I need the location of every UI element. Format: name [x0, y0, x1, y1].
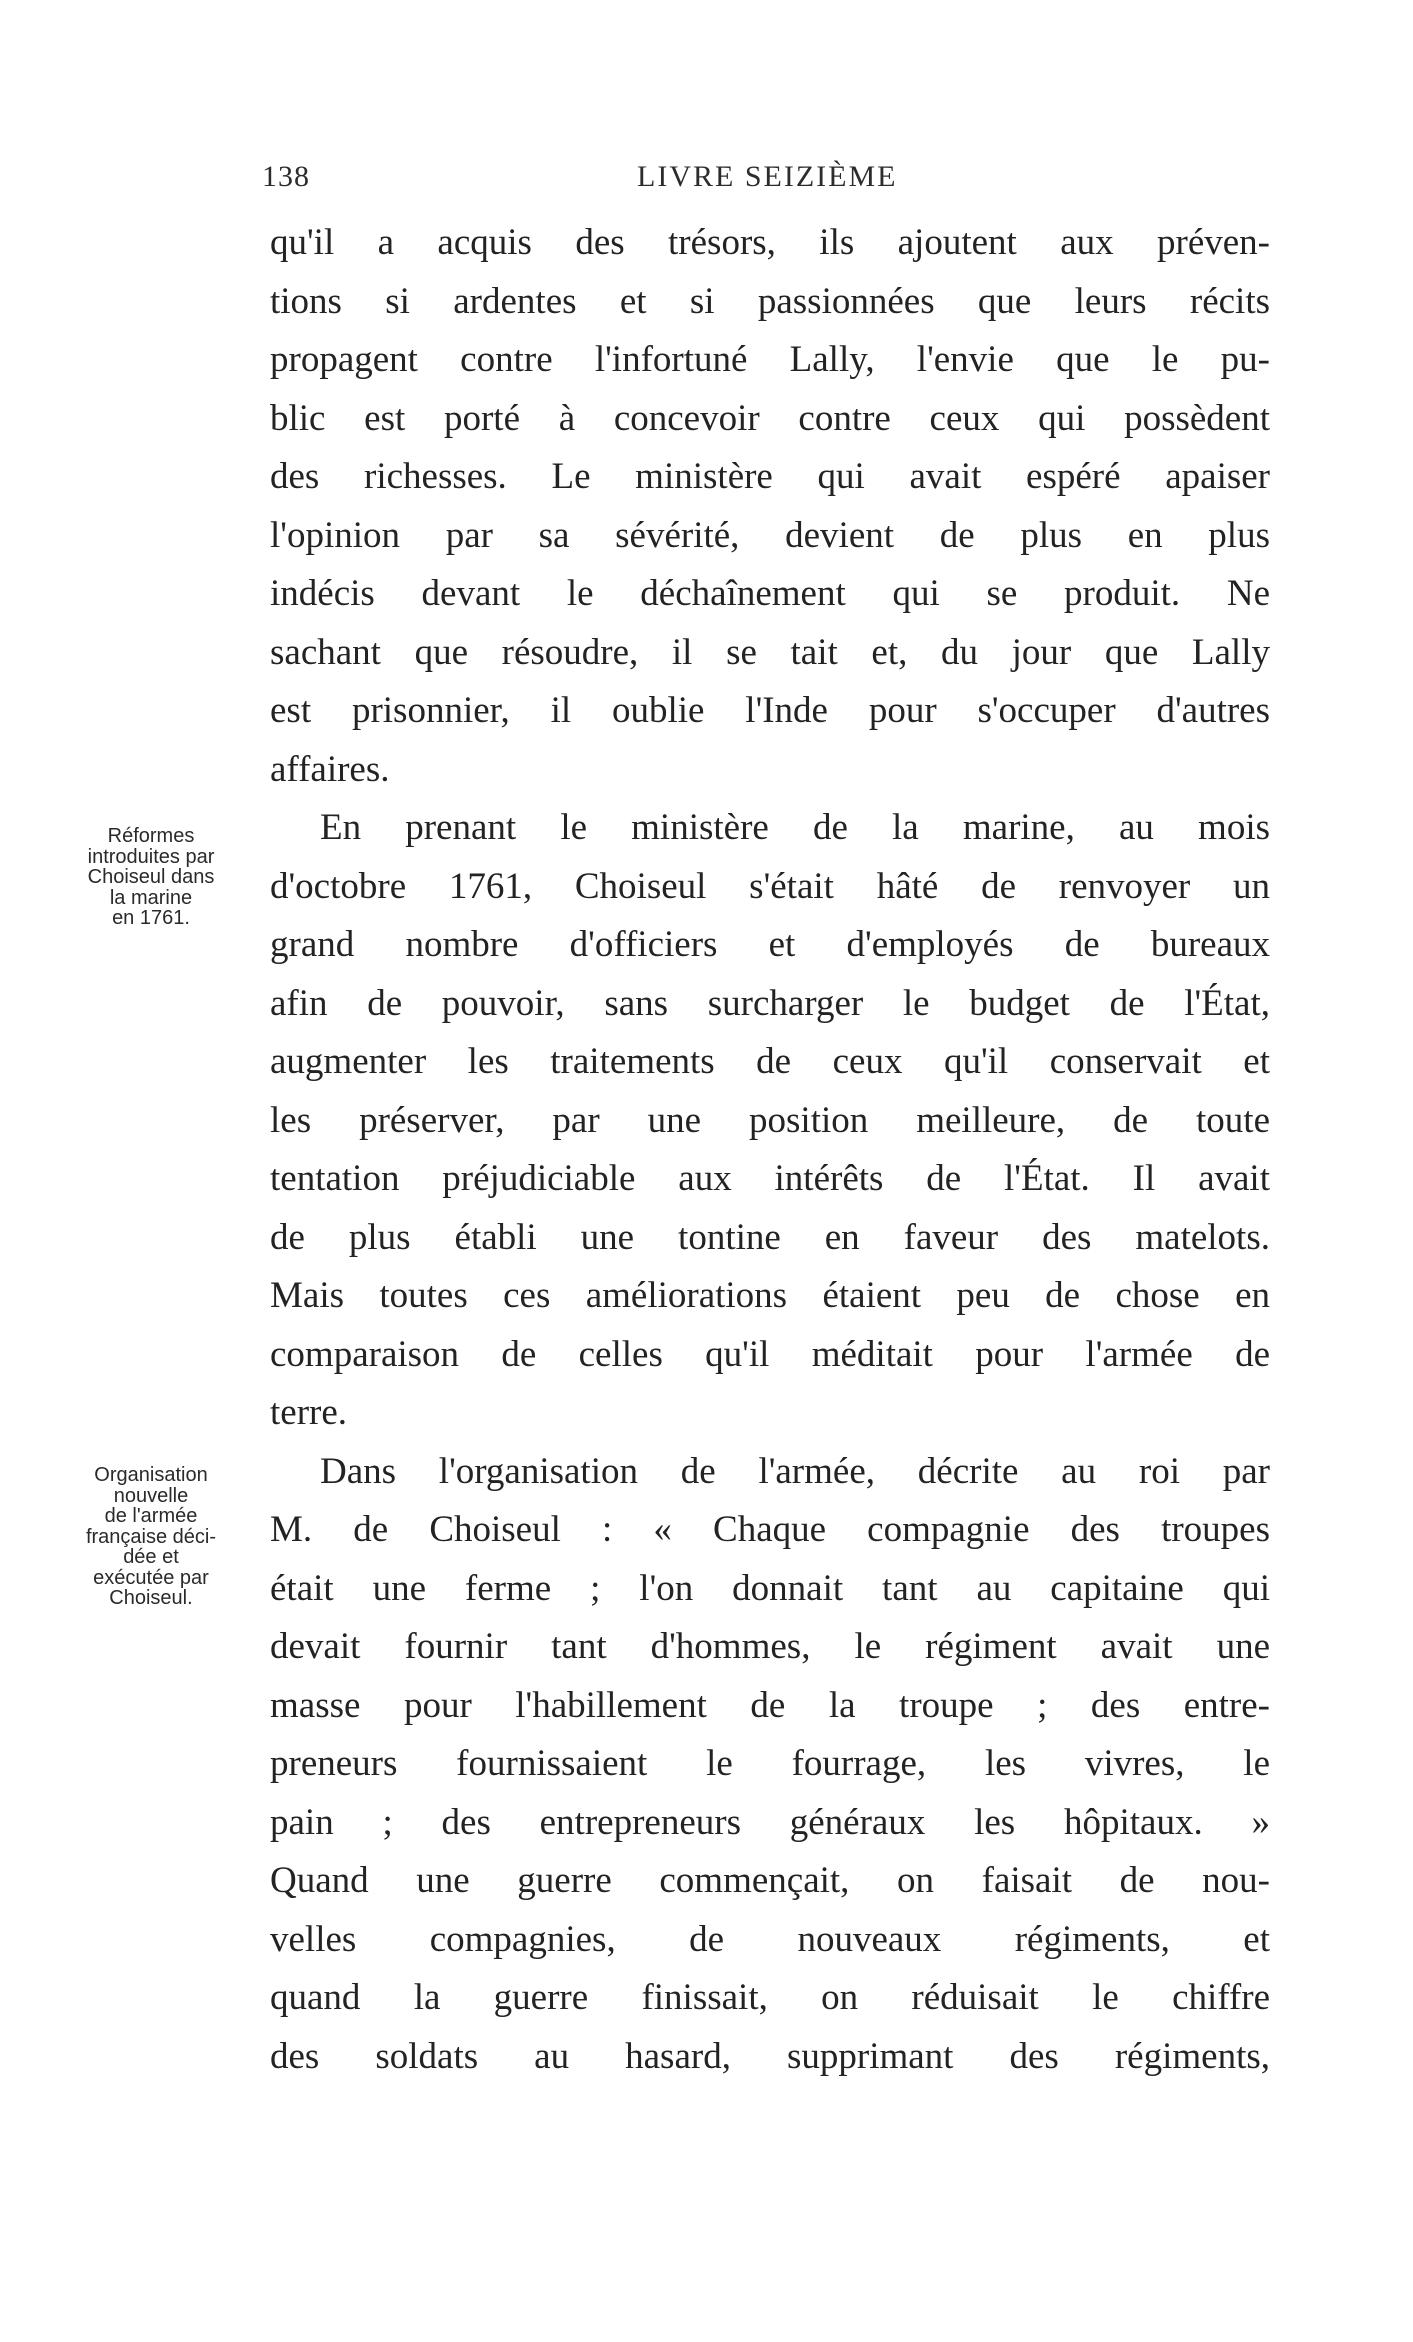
- text-line: devait fournir tant d'hommes, le régiment avait une: [270, 1626, 1270, 1667]
- text-line: preneurs fournissaient le fourrage, les vivres, le: [270, 1743, 1270, 1784]
- text-line: tions si ardentes et si passionnées que leurs récits: [270, 280, 1270, 322]
- text-line: des soldats au hasard, supprimant des régiments,: [270, 2035, 1270, 2077]
- running-title: LIVRE SEIZIÈME: [637, 160, 898, 193]
- text-line: grand nombre d'officiers et d'employés de bureaux: [270, 924, 1270, 965]
- margin-note-line: nouvelle: [113, 1484, 189, 1507]
- margin-note-line: en 1761.: [112, 907, 190, 929]
- margin-note-reformes: [56, 826, 246, 929]
- text-line: des richesses. Le ministère qui avait espéré apaiser: [270, 456, 1270, 497]
- margin-note-line: Choiseul.: [109, 1587, 193, 1609]
- text-line: tentation préjudiciable aux intérêts de l'État. Il avait: [270, 1158, 1270, 1199]
- text-line: de plus établi une tontine en faveur des matelots.: [270, 1216, 1270, 1258]
- margin-note-organisation: [56, 1465, 246, 1609]
- text-line: d'octobre 1761, Choiseul s'était hâté de renvoyer un: [270, 865, 1270, 907]
- text-line: pain ; des entrepreneurs généraux les hôpitaux. »: [270, 1801, 1270, 1843]
- text-line: qu'il a acquis des trésors, ils ajoutent aux préven-: [270, 222, 1270, 263]
- text-line: l'opinion par sa sévérité, devient de plus en plus: [270, 514, 1270, 556]
- text-line: est prisonnier, il oublie l'Inde pour s'occuper d'autres: [270, 690, 1270, 731]
- margin-note-line: exécutée par: [93, 1566, 209, 1589]
- text-line: masse pour l'habillement de la troupe ; des entre-: [270, 1684, 1270, 1726]
- margin-note-line: introduites par: [87, 845, 215, 868]
- margin-note-line: de l'armée: [104, 1505, 198, 1527]
- text-line: afin de pouvoir, sans surcharger le budget de l'État,: [270, 982, 1270, 1024]
- text-line: augmenter les traitements de ceux qu'il conservait et: [270, 1041, 1270, 1082]
- text-line: Mais toutes ces améliorations étaient peu de chose en: [270, 1275, 1270, 1316]
- text-line: affaires.: [270, 748, 390, 790]
- text-line: indécis devant le déchaînement qui se produit. Ne: [270, 573, 1270, 614]
- margin-note-line: française déci-: [85, 1525, 217, 1548]
- margin-note-line: Réformes: [107, 825, 195, 847]
- margin-note-line: Choiseul dans: [87, 866, 215, 888]
- margin-note-line: dée et: [123, 1546, 179, 1568]
- text-line: comparaison de celles qu'il méditait pour l'armée de: [270, 1333, 1270, 1375]
- text-line: blic est porté à concevoir contre ceux qui possèdent: [270, 397, 1270, 439]
- paragraph-start-line: Dans l'organisation de l'armée, décrite au roi par: [320, 1450, 1270, 1492]
- text-line: M. de Choiseul : « Chaque compagnie des troupes: [270, 1509, 1270, 1550]
- running-header: [262, 160, 932, 200]
- text-line: propagent contre l'infortuné Lally, l'envie que le pu-: [270, 339, 1270, 380]
- paragraph-start-line: En prenant le ministère de la marine, au mois: [320, 807, 1270, 848]
- text-line: était une ferme ; l'on donnait tant au capitaine qui: [270, 1567, 1270, 1609]
- page-number: 138: [262, 160, 310, 193]
- text-line: sachant que résoudre, il se tait et, du jour que Lally: [270, 631, 1270, 673]
- text-line: quand la guerre finissait, on réduisait le chiffre: [270, 1977, 1270, 2018]
- margin-note-line: la marine: [109, 886, 193, 909]
- text-line: Quand une guerre commençait, on faisait de nou-: [270, 1860, 1270, 1901]
- text-line: terre.: [270, 1392, 348, 1433]
- text-line: les préserver, par une position meilleure, de toute: [270, 1099, 1270, 1141]
- margin-note-line: Organisation: [94, 1464, 208, 1486]
- text-line: velles compagnies, de nouveaux régiments, et: [270, 1918, 1270, 1960]
